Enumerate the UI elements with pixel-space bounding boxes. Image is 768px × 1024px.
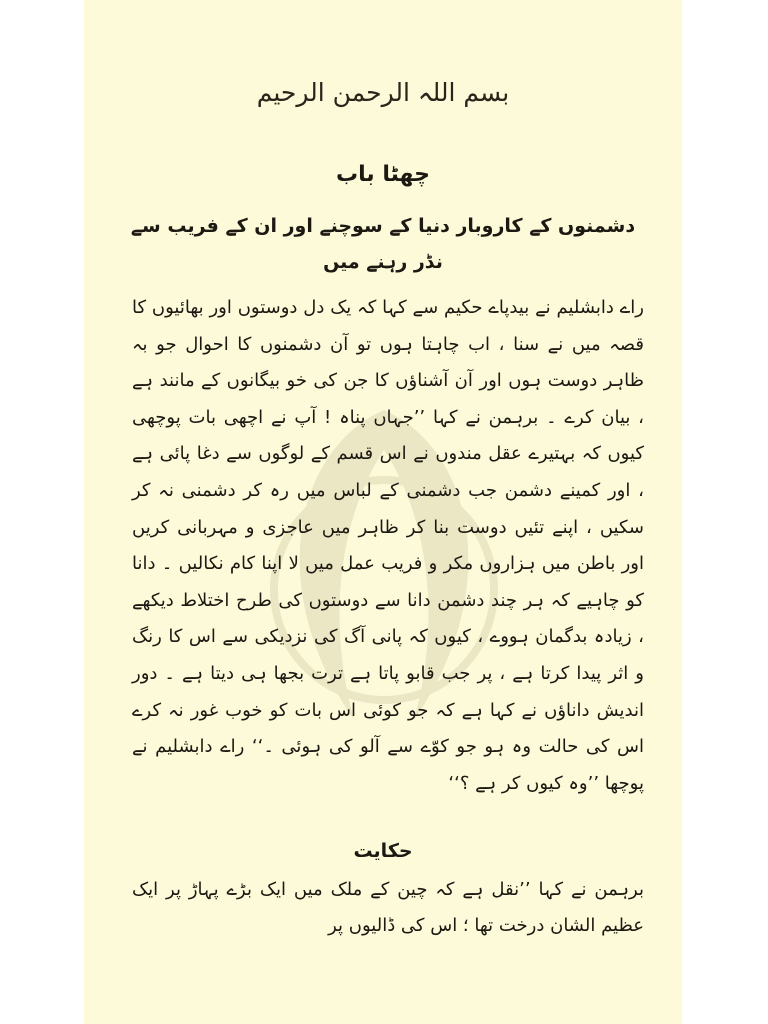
chapter-title: چھٹا باب [336, 162, 430, 187]
document-page [84, 0, 682, 1024]
body-paragraph: راے دابشلیم نے بیدپاے حکیم سے کہا کہ یک دل دوستوں اور بھائیوں کا قصہ میں نے سنا ، اب چاہتا ہوں تو آن دشمنوں کا احوال جو بہ ظاہر دوست ہوں اور آن آشناؤں کا جن کی خو بیگانوں کے مانند ہے ، بیان کرے ۔ برہمن نے کہا ’’جہاں پناہ ! آپ نے اچھی بات پوچھی کیوں کہ بہتیرے عقل مندوں نے اس قسم کے لوگوں سے دغا پائی ہے ، اور کمینے دشمن جب دشمنی کے لباس میں رہ کر دشمنی نہ کر سکیں ، اپنے تئیں دوست بنا کر ظاہر میں عاجزی و مہربانی کریں اور باطن میں ہزاروں مکر و فریب عمل میں لا اپنا کام نکالیں ۔ دانا کو چاہیے کہ ہر چند دشمن دانا سے دوستوں کی طرح اختلاط دیکھے ، زیادہ بدگمان ہووے ، کیوں کہ پانی آگ کی نزدیکی سے اس کا رنگ و اثر پیدا کرتا ہے ، پر جب قابو پاتا ہے ترت بجھا ہی دیتا ہے ۔ دور اندیش داناؤں نے کہا ہے کہ جو کوئی اس بات کو خوب غور نہ کرے اس کی حالت وہ ہو جو کوّے سے آلو کی ہوئی ۔‘‘ راے دابشلیم نے پوچھا ’’وہ کیوں کر ہے ؟‘‘ [132, 297, 644, 794]
section-paragraph: برہمن نے کہا ’’نقل ہے کہ چین کے ملک میں ایک بڑے پہاڑ پر ایک عظیم الشان درخت تھا ؛ اس کی ڈالیوں پر [132, 879, 644, 936]
chapter-heading: دشمنوں کے کاروبار دنیا کے سوچنے اور ان کے فریب سے نڈر رہنے میں [130, 215, 636, 273]
bismillah-calligraphy: بسم اللہ الرحمن الرحیم [256, 78, 510, 107]
section-title: حکایت [353, 840, 413, 862]
